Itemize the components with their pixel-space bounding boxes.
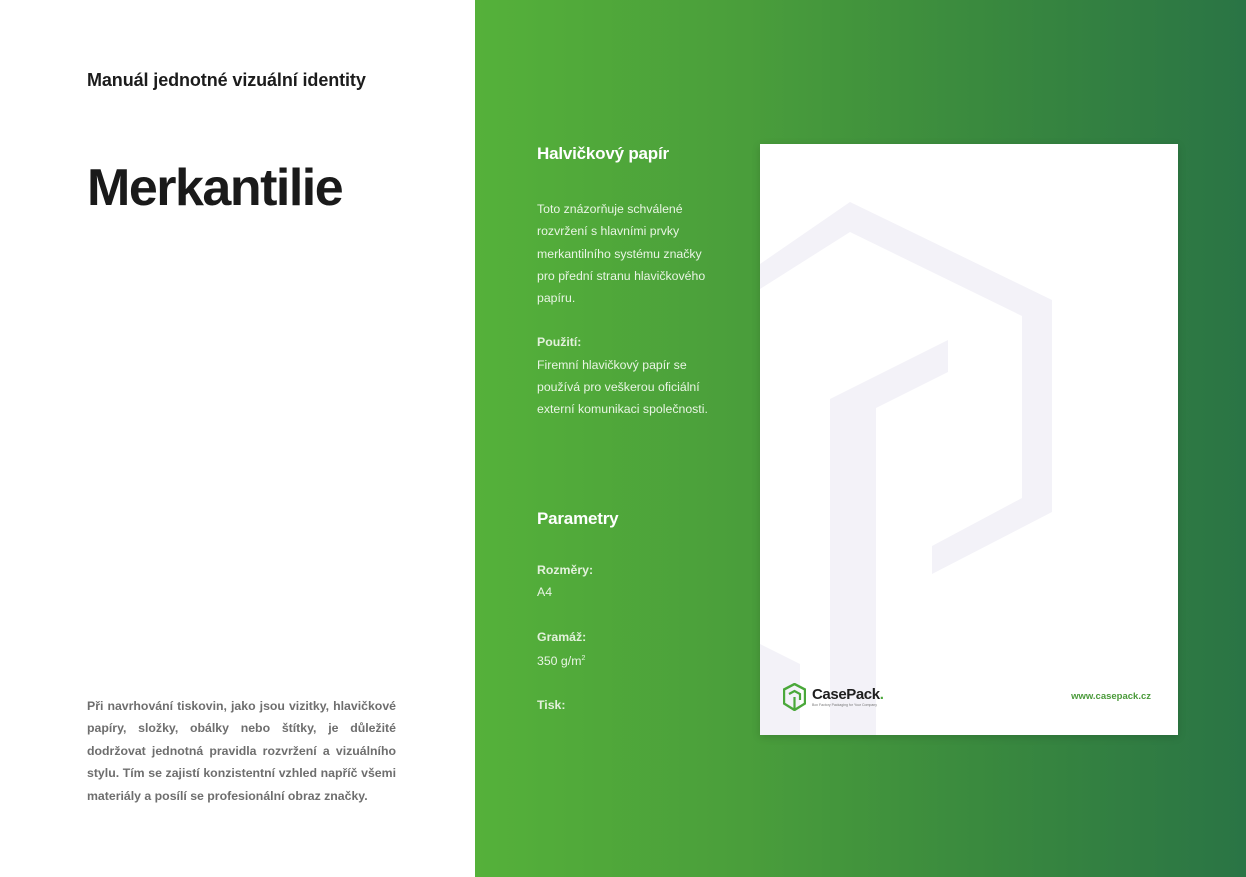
weight-value-text: 350 g/m (537, 653, 582, 668)
letterhead-description: Toto znázorňuje schválené rozvržení s hlavními prvky merkantilního systému značky pro přední stranu hlavičkového papíru. (537, 202, 706, 306)
letterhead-info (537, 144, 709, 421)
left-panel (0, 0, 475, 877)
section-title: Merkantilie (87, 159, 343, 217)
letterhead-heading: Halvičkový papír (537, 144, 669, 163)
weight-unit-sup: 2 (581, 654, 586, 662)
logo-dot: . (879, 685, 884, 703)
weight-value (537, 648, 709, 672)
size-value: A4 (537, 585, 553, 600)
weight-label: Gramáž: (537, 629, 587, 644)
parameters-heading: Parametry (537, 509, 619, 528)
casepack-box-icon (783, 683, 806, 711)
casepack-logo (783, 683, 883, 711)
print-label: Tisk: (537, 698, 566, 713)
paper-url: www.casepack.cz (1071, 691, 1151, 702)
size-label: Rozměry: (537, 563, 594, 577)
logo-wordmark (812, 687, 883, 703)
intro-paragraph: Při navrhování tiskovin, jako jsou vizitky, hlavičkové papíry, složky, obálky nebo štítky, je důležité dodržovat jednotná pravidla rozvržení a vizuálního stylu. Tím se zajistí konzistentní vzhled napříč všemi materiály a posílí se profesionální obraz značky. (87, 699, 396, 803)
watermark-logo-icon (760, 144, 1178, 735)
manual-title: Manuál jednotné vizuální identity (87, 70, 366, 90)
parameters-info (537, 509, 709, 717)
usage-text: Firemní hlavičkový papír se používá pro veškerou oficiální externí komunikaci společnosti. (537, 357, 708, 417)
usage-label: Použití: (537, 335, 582, 350)
logo-tagline: Box Factory Packaging for Your Company (812, 702, 877, 707)
logo-name-text: CasePack (812, 685, 880, 703)
letterhead-preview (760, 144, 1178, 735)
